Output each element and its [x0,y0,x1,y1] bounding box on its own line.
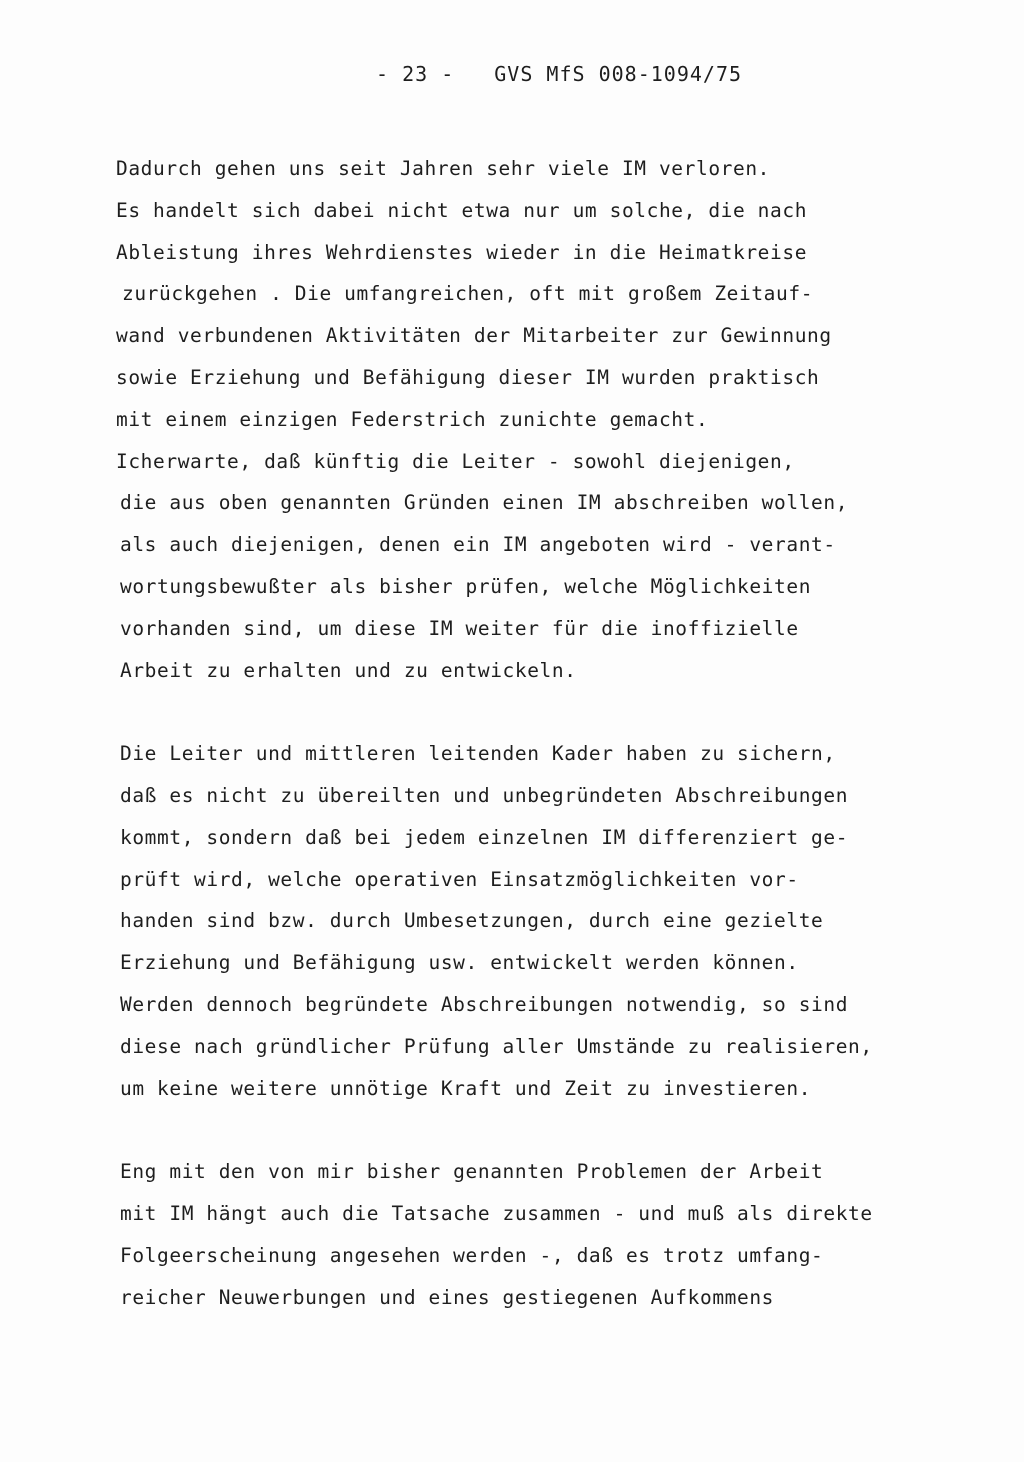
text-line: Die Leiter und mittleren leitenden Kader haben zu sichern, [120,742,836,766]
page-number: - 23 - [376,62,455,86]
page-header [376,62,742,86]
body-text [116,148,936,1318]
paragraph-3 [116,1151,936,1318]
text-line: wortungsbewußter als bisher prüfen, welche Möglichkeiten [120,574,812,598]
paragraph-spacer [116,691,936,733]
text-line: prüft wird, welche operativen Einsatzmöglichkeiten vor- [120,867,799,891]
text-line: mit einem einzigen Federstrich zunichte gemacht. [116,407,709,431]
text-line: Folgeerscheinung angesehen werden -, daß es trotz umfang- [120,1243,824,1267]
text-line: Erziehung und Befähigung usw. entwickelt werden können. [120,951,799,975]
paragraph-2 [116,733,936,1109]
text-line: Ableistung ihres Wehrdienstes wieder in die Heimatkreise [116,240,808,264]
text-line: Dadurch gehen uns seit Jahren sehr viele IM verloren. [116,157,771,180]
text-line: als auch diejenigen, denen ein IM angeboten wird - verant- [120,533,836,557]
text-line: vorhanden sind, um diese IM weiter für die inoffizielle [120,616,799,640]
text-line: sowie Erziehung und Befähigung dieser IM wurden praktisch [116,365,820,389]
paragraph-spacer [116,1109,936,1151]
text-line: daß es nicht zu übereilten und unbegründeten Abschreibungen [120,783,849,807]
text-line: handen sind bzw. durch Umbesetzungen, durch eine gezielte [120,909,824,933]
text-line: die aus oben genannten Gründen einen IM abschreiben wollen, [120,491,849,515]
document-reference: GVS MfS 008-1094/75 [494,62,743,86]
text-line: Es handelt sich dabei nicht etwa nur um solche, die nach [116,198,808,222]
text-line: reicher Neuwerbungen und eines gestiegenen Aufkommens [120,1285,775,1309]
text-line: zurückgehen . Die umfangreichen, oft mit großem Zeitauf- [122,282,814,306]
paragraph-1 [116,148,936,691]
text-line: Eng mit den von mir bisher genannten Problemen der Arbeit [120,1160,824,1184]
text-line: Icherwarte, daß künftig die Leiter - sowohl diejenigen, [116,449,795,473]
text-line: um keine weitere unnötige Kraft und Zeit zu investieren. [120,1076,812,1100]
text-line: Arbeit zu erhalten und zu entwickeln. [120,658,577,682]
text-line: mit IM hängt auch die Tatsache zusammen - und muß als direkte [120,1201,873,1225]
text-line: diese nach gründlicher Prüfung aller Umstände zu realisieren, [120,1034,873,1058]
text-line: kommt, sondern daß bei jedem einzelnen IM differenziert ge- [120,825,849,849]
text-line: wand verbundenen Aktivitäten der Mitarbeiter zur Gewinnung [116,324,832,348]
text-line: Werden dennoch begründete Abschreibungen notwendig, so sind [120,992,849,1016]
